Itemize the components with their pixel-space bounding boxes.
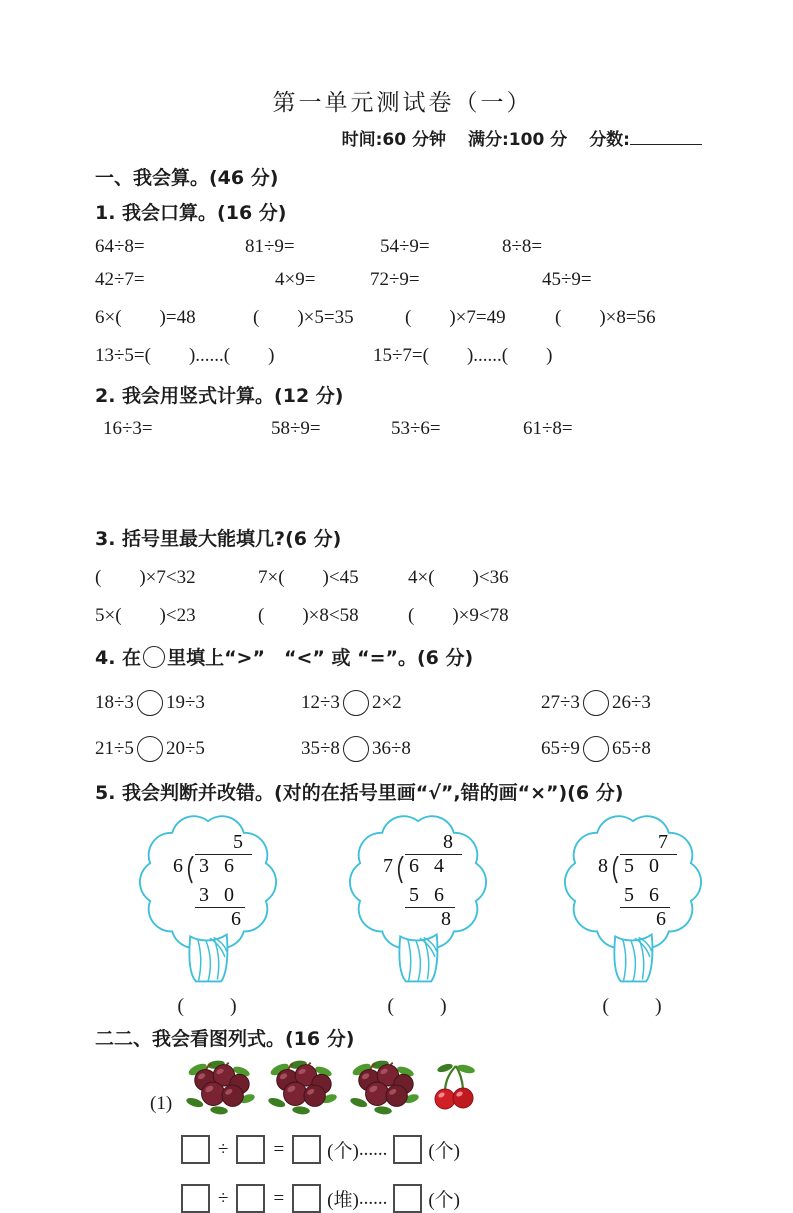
compare-left: 27÷3 bbox=[541, 692, 580, 713]
judge-heading: 5. 我会判断并改错。(对的在括号里画“√”,错的画“×”)(6 分) bbox=[95, 782, 624, 804]
long-division-2 bbox=[375, 831, 462, 931]
long-division-1 bbox=[165, 831, 252, 931]
maxfill-row-2 bbox=[95, 600, 710, 627]
remainder-dots: ...... bbox=[358, 1187, 388, 1209]
division-hook-icon bbox=[393, 856, 405, 884]
compare-heading bbox=[95, 643, 710, 670]
oral-problem: ( )×7=49 bbox=[405, 307, 506, 328]
score-label-group bbox=[589, 125, 702, 150]
division-hook-icon bbox=[183, 856, 195, 884]
divide-sign: ÷ bbox=[218, 1138, 229, 1160]
cherry-pair-image bbox=[432, 1062, 478, 1112]
section2-heading: 二二、我会看图列式。(16 分) bbox=[95, 1028, 355, 1050]
ld-quotient: 5 bbox=[195, 831, 252, 855]
compare-left: 12÷3 bbox=[301, 692, 340, 713]
ld-dividend: 6 4 bbox=[409, 855, 449, 877]
ld-quotient-row bbox=[375, 831, 462, 855]
fill-equation-2 bbox=[175, 1184, 710, 1213]
oral-row-3 bbox=[95, 302, 710, 329]
oral-heading: 1. 我会口算。(16 分) bbox=[95, 202, 287, 224]
compare-circle bbox=[137, 736, 163, 762]
compare-circle bbox=[583, 736, 609, 762]
compare-right: 36÷8 bbox=[371, 738, 411, 759]
equals-sign: = bbox=[273, 1138, 285, 1160]
equals-sign: = bbox=[273, 1187, 285, 1209]
ld-remainder: 8 bbox=[441, 908, 451, 930]
ld-main-row bbox=[375, 855, 462, 884]
compare-right: 19÷3 bbox=[165, 692, 205, 713]
vertical-problem: 61÷8= bbox=[523, 418, 573, 439]
exam-info-line bbox=[95, 125, 710, 150]
answer-box bbox=[236, 1184, 265, 1213]
work-space bbox=[95, 440, 710, 516]
maxfill-row-1 bbox=[95, 562, 710, 589]
ld-divisor: 6 bbox=[173, 855, 183, 877]
compare-item bbox=[95, 736, 301, 762]
maxfill-problem: ( )×8<58 bbox=[258, 605, 359, 626]
ld-divisor: 8 bbox=[598, 855, 608, 877]
ld-divisor: 7 bbox=[383, 855, 393, 877]
vertical-problem: 16÷3= bbox=[103, 418, 153, 439]
plum-bunch-image bbox=[350, 1059, 420, 1115]
unit-label: (个) bbox=[428, 1141, 460, 1162]
full-score: 满分:100 分 bbox=[467, 130, 568, 150]
compare-left: 35÷8 bbox=[301, 738, 340, 759]
oral-row-1 bbox=[95, 236, 710, 258]
judge-tree-2 bbox=[333, 809, 503, 1018]
ld-main-row bbox=[590, 855, 677, 884]
ld-main-row bbox=[165, 855, 252, 884]
compare-circle bbox=[343, 690, 369, 716]
judge-answer-bracket: ( ) bbox=[602, 995, 664, 1017]
fruit-picture-row bbox=[150, 1059, 710, 1115]
vertical-problems-row bbox=[95, 418, 710, 440]
oral-problem: 54÷9= bbox=[380, 236, 430, 257]
oral-problem: 72÷9= bbox=[370, 269, 420, 290]
compare-right: 65÷8 bbox=[611, 738, 651, 759]
maxfill-problem: ( )×7<32 bbox=[95, 567, 196, 588]
oral-problem: 45÷9= bbox=[542, 269, 592, 290]
compare-row-2 bbox=[95, 736, 710, 762]
answer-box bbox=[181, 1184, 210, 1213]
oral-problem: 15÷7=( )......( ) bbox=[373, 345, 553, 366]
compare-left: 18÷3 bbox=[95, 692, 134, 713]
long-division-3 bbox=[590, 831, 677, 931]
maxfill-problem: 5×( )<23 bbox=[95, 605, 196, 626]
unit-label: (个) bbox=[428, 1190, 460, 1211]
paper-sheet bbox=[95, 0, 710, 1213]
time-limit: 时间:60 分钟 bbox=[341, 130, 446, 150]
ld-quotient: 7 bbox=[620, 831, 677, 855]
compare-circle bbox=[137, 690, 163, 716]
ld-quotient: 8 bbox=[405, 831, 462, 855]
ld-remainder: 6 bbox=[231, 908, 241, 930]
oral-problem: 13÷5=( )......( ) bbox=[95, 345, 275, 366]
oral-problem: 81÷9= bbox=[245, 236, 295, 257]
compare-right: 20÷5 bbox=[165, 738, 205, 759]
maxfill-problem: ( )×9<78 bbox=[408, 605, 509, 626]
compare-left: 65÷9 bbox=[541, 738, 580, 759]
answer-box bbox=[181, 1135, 210, 1164]
ld-product: 3 0 bbox=[195, 884, 245, 908]
oral-problem: 8÷8= bbox=[502, 236, 543, 257]
compare-right: 2×2 bbox=[371, 692, 402, 713]
compare-heading-prefix: 4. 在 bbox=[95, 647, 142, 669]
compare-item bbox=[541, 736, 710, 762]
answer-box bbox=[393, 1184, 422, 1213]
ld-product: 5 6 bbox=[405, 884, 455, 908]
plum-bunch-image bbox=[268, 1059, 338, 1115]
oral-row-2 bbox=[95, 269, 710, 291]
oral-row-4 bbox=[95, 340, 710, 367]
compare-item bbox=[95, 690, 301, 716]
unit-label: (个) bbox=[327, 1141, 359, 1162]
oral-problem: ( )×8=56 bbox=[555, 307, 656, 328]
compare-circle bbox=[343, 736, 369, 762]
compare-item bbox=[541, 690, 710, 716]
score-blank-line bbox=[630, 128, 702, 145]
answer-box bbox=[292, 1184, 321, 1213]
compare-heading-suffix: 里填上“>” “<” 或 “=”。(6 分) bbox=[167, 647, 474, 669]
judge-answer-bracket: ( ) bbox=[177, 995, 239, 1017]
judge-answer-bracket: ( ) bbox=[387, 995, 449, 1017]
ld-remainder: 6 bbox=[656, 908, 666, 930]
score-label: 分数: bbox=[589, 130, 630, 150]
compare-left: 21÷5 bbox=[95, 738, 134, 759]
judge-tree-1 bbox=[123, 809, 293, 1018]
fill-equation-1 bbox=[175, 1135, 710, 1164]
oral-problem: 42÷7= bbox=[95, 269, 145, 290]
oral-problem: 64÷8= bbox=[95, 236, 145, 257]
ld-dividend: 5 0 bbox=[624, 855, 664, 877]
item-label: (1) bbox=[150, 1093, 173, 1114]
ld-product: 5 6 bbox=[620, 884, 670, 908]
divide-sign: ÷ bbox=[218, 1187, 229, 1209]
answer-box bbox=[393, 1135, 422, 1164]
unit-label: (堆) bbox=[327, 1190, 359, 1211]
vertical-heading: 2. 我会用竖式计算。(12 分) bbox=[95, 385, 344, 407]
maxfill-heading: 3. 括号里最大能填几?(6 分) bbox=[95, 528, 342, 550]
compare-item bbox=[301, 736, 541, 762]
maxfill-problem: 7×( )<45 bbox=[258, 567, 359, 588]
compare-right: 26÷3 bbox=[611, 692, 651, 713]
plum-bunch-image bbox=[186, 1059, 256, 1115]
page-title: 第一单元测试卷（一） bbox=[272, 90, 533, 115]
oral-problem: 4×9= bbox=[275, 269, 316, 290]
compare-item bbox=[301, 690, 541, 716]
judge-tree-3 bbox=[548, 809, 718, 1018]
vertical-problem: 53÷6= bbox=[391, 418, 441, 439]
answer-box bbox=[292, 1135, 321, 1164]
ld-quotient-row bbox=[165, 831, 252, 855]
ld-quotient-row bbox=[590, 831, 677, 855]
division-hook-icon bbox=[608, 856, 620, 884]
compare-row-1 bbox=[95, 690, 710, 716]
ld-dividend: 3 6 bbox=[199, 855, 239, 877]
oral-problem: ( )×5=35 bbox=[253, 307, 354, 328]
compare-heading-circle bbox=[143, 646, 165, 668]
compare-circle bbox=[583, 690, 609, 716]
vertical-problem: 58÷9= bbox=[271, 418, 321, 439]
answer-box bbox=[236, 1135, 265, 1164]
maxfill-problem: 4×( )<36 bbox=[408, 567, 509, 588]
remainder-dots: ...... bbox=[358, 1138, 388, 1160]
section1-heading: 一、我会算。(46 分) bbox=[95, 167, 279, 189]
judge-trees-row bbox=[95, 809, 710, 1018]
oral-problem: 6×( )=48 bbox=[95, 307, 196, 328]
